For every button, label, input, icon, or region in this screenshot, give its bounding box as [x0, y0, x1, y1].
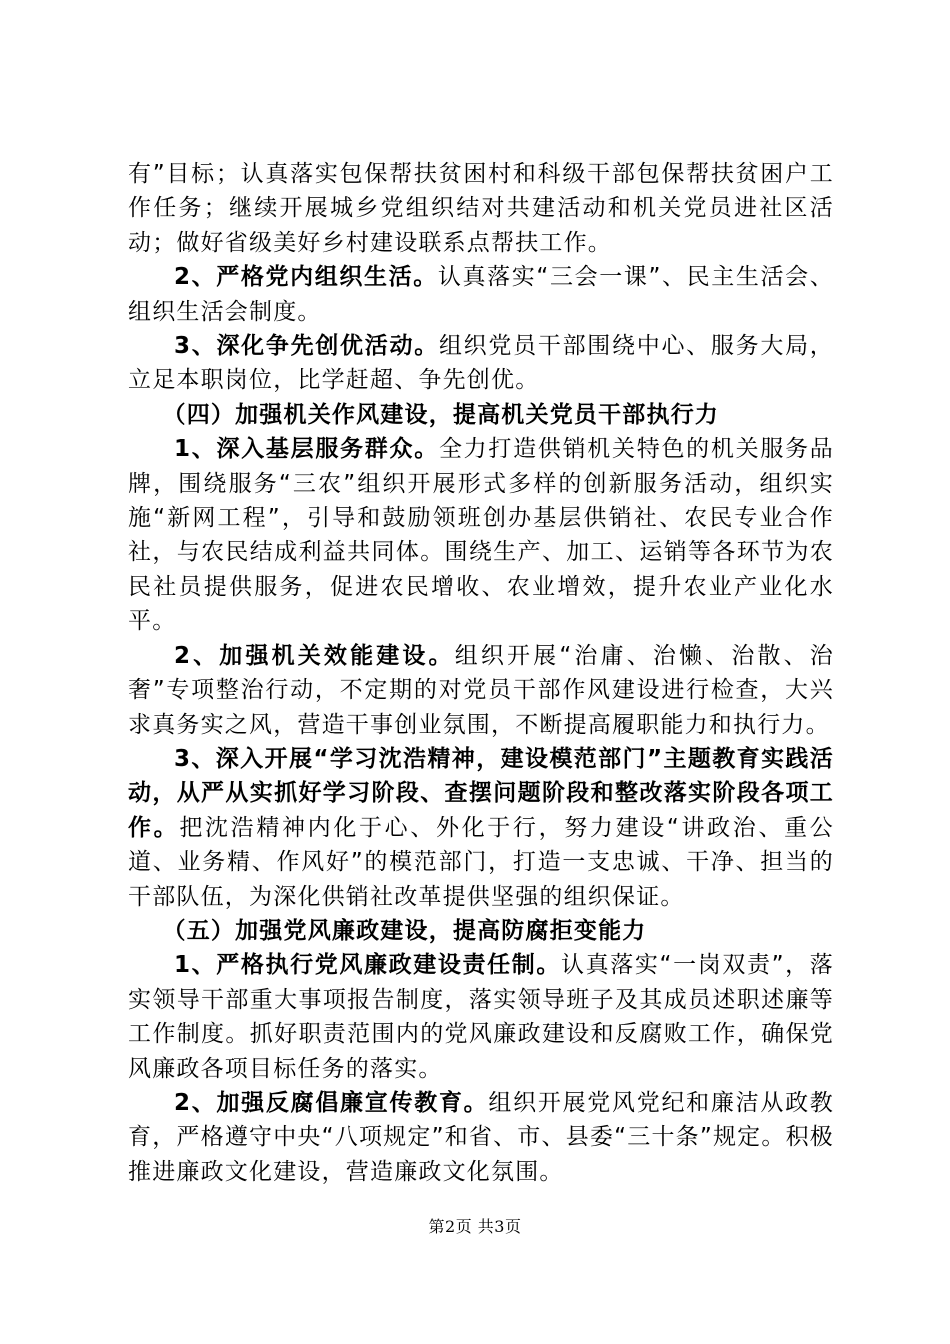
paragraph-lead: 2、加强反腐倡廉宣传教育。 — [174, 1089, 489, 1116]
paragraph-text: 组织党员干部围绕中心、服务大局，立足本职岗位，比学赶超、争先创优。 — [128, 333, 834, 394]
paragraph-lead: 2、严格党内组织生活。 — [174, 264, 438, 291]
paragraph-text: 认真落实“三会一课”、民主生活会、组织生活会制度。 — [128, 264, 834, 325]
section-heading-text: （四）加强机关作风建设，提高机关党员干部执行力 — [162, 401, 720, 428]
paragraph-text: 组织开展“治庸、治懒、治散、治奢”专项整治行动，不定期的对党员干部作风建设进行检查，大兴求真务实之风，营造干事创业氛围，不断提高履职能力和执行力。 — [128, 642, 834, 738]
paragraph-text: 把沈浩精神内化于心、外化于行，努力建设“讲政治、重公道、业务精、作风好”的模范部门，打造一支忠诚、干净、担当的干部队伍，为深化供销社改革提供坚强的组织保证。 — [128, 814, 834, 910]
document-body — [128, 157, 834, 1189]
paragraph-lead: 1、严格执行党风廉政建设责任制。 — [174, 952, 562, 979]
paragraph-item — [128, 1086, 834, 1189]
section-heading-text: （五）加强党风廉政建设，提高防腐拒变能力 — [162, 917, 647, 944]
paragraph-lead: 3、深化争先创优活动。 — [174, 333, 439, 360]
paragraph-text: 有”目标；认真落实包保帮扶贫困村和科级干部包保帮扶贫困户工作任务；继续开展城乡党组织结对共建活动和机关党员进社区活动；做好省级美好乡村建设联系点帮扶工作。 — [128, 161, 834, 256]
page-footer — [0, 1214, 950, 1237]
section-heading — [128, 914, 834, 948]
paragraph-lead: 2、加强机关效能建设。 — [174, 642, 455, 669]
paragraph-text: 全力打造供销机关特色的机关服务品牌，围绕服务“三农”组织开展形式多样的创新服务活动，组织实施“新网工程”，引导和鼓励领班创办基层供销社、农民专业合作社，与农民结成利益共同体。围绕生产、加工、运销等各环节为农民社员提供服务，促进农民增收、农业增效，提升农业产业化水平。 — [128, 436, 834, 635]
paragraph-item — [128, 260, 834, 329]
paragraph-item — [128, 742, 834, 914]
paragraph-lead: 1、深入基层服务群众。 — [174, 436, 439, 463]
page-number-label: 第2页 共3页 — [428, 1217, 522, 1236]
paragraph-lead: 3、深入开展“学习沈浩精神，建设模范部门”主题教育实践活动，从严从实抓好学习阶段、查摆问题阶段和整改落实阶段各项工作。 — [128, 745, 834, 841]
paragraph-text: 组织开展党风党纪和廉洁从政教育，严格遵守中央“八项规定”和省、市、县委“三十条”规定。积极推进廉政文化建设，营造廉政文化氛围。 — [128, 1089, 834, 1185]
paragraph-item — [128, 948, 834, 1086]
section-heading — [128, 398, 834, 432]
paragraph-item — [128, 329, 834, 398]
paragraph-continuation — [128, 157, 834, 260]
paragraph-item — [128, 639, 834, 742]
paragraph-text: 认真落实“一岗双责”，落实领导干部重大事项报告制度，落实领导班子及其成员述职述廉等工作制度。抓好职责范围内的党风廉政建设和反腐败工作，确保党风廉政各项目标任务的落实。 — [128, 952, 834, 1082]
paragraph-item — [128, 432, 834, 638]
